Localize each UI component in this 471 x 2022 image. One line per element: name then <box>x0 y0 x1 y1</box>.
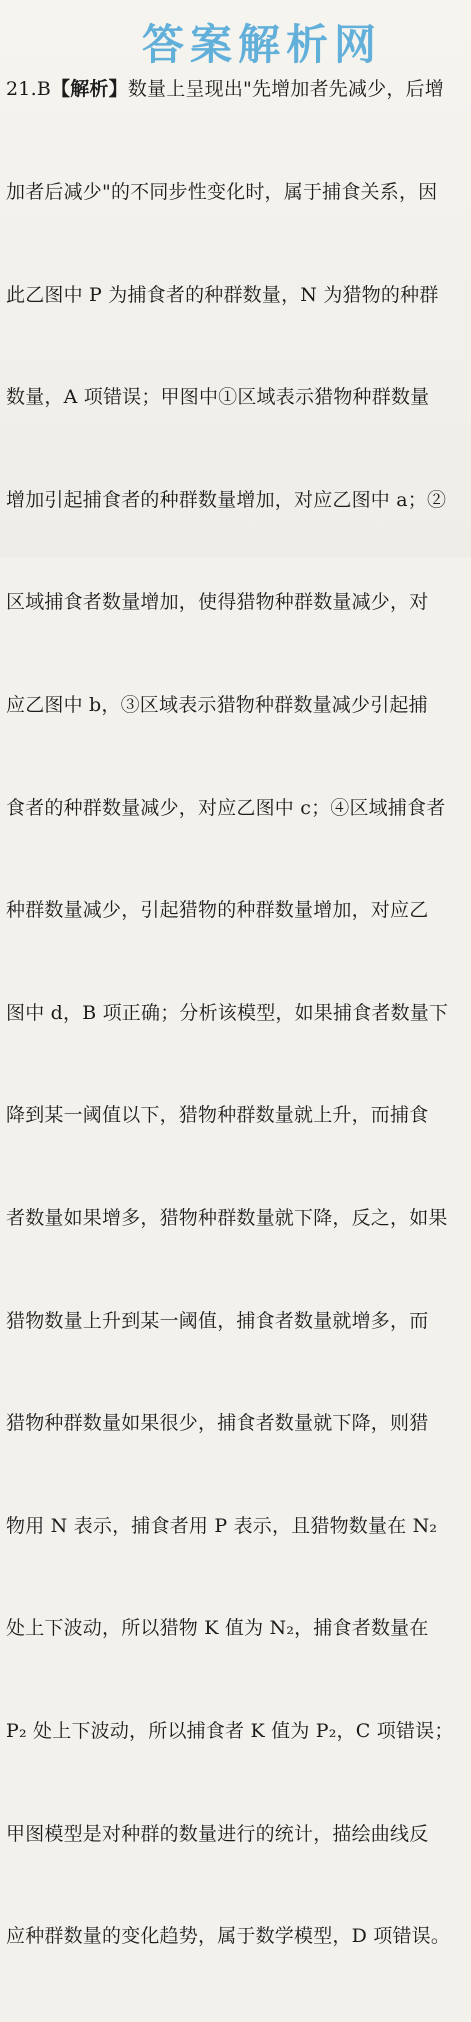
text-line: 甲图模型是对种群的数量进行的统计，描绘曲线反 <box>6 1822 429 1845</box>
text-line: 应种群数量的变化趋势，属于数学模型，D 项错误。 <box>6 1925 451 1948</box>
text-line: P₂ 处上下波动，所以捕食者 K 值为 P₂，C 项错误； <box>6 1719 454 1742</box>
text-line: 猎物数量上升到某一阈值，捕食者数量就增多，而 <box>6 1309 429 1332</box>
text-line: 加者后减少"的不同步性变化时，属于捕食关系，因 <box>6 181 438 203</box>
text-line: 此乙图中 P 为捕食者的种群数量，N 为猎物的种群 <box>6 283 439 306</box>
text-line: 猎物种群数量如果很少，捕食者数量就下降，则猎 <box>6 1412 429 1435</box>
text-line: 物用 N 表示，捕食者用 P 表示，且猎物数量在 N₂ <box>6 1514 438 1537</box>
text-line: 应乙图中 b，③区域表示猎物种群数量减少引起捕 <box>6 693 428 716</box>
text-line: 食者的种群数量减少，对应乙图中 c；④区域捕食者 <box>6 796 446 819</box>
answer-explanation <box>6 4 464 2022</box>
text-line: 图中 d，B 项正确；分析该模型，如果捕食者数量下 <box>6 1001 449 1024</box>
watermark: 答案解析网 <box>142 20 383 69</box>
text-line: 种群数量减少，引起猎物的种群数量增加，对应乙 <box>6 899 429 922</box>
text-line: 区域捕食者数量增加，使得猎物种群数量减少，对 <box>6 591 429 614</box>
text-line: 增加引起捕食者的种群数量增加，对应乙图中 a；② <box>6 488 447 511</box>
text-line: 数量，A 项错误；甲图中①区域表示猎物种群数量 <box>6 386 430 409</box>
question-number: 21. <box>6 78 37 101</box>
text-line: 者数量如果增多，猎物种群数量就下降，反之，如果 <box>6 1206 448 1229</box>
text-line: 处上下波动，所以猎物 K 值为 N₂，捕食者数量在 <box>6 1617 429 1640</box>
analysis-tag: 【解析】 <box>51 78 128 101</box>
text-line: 数量上呈现出"先增加者先减少，后增 <box>127 78 444 101</box>
text-line: 降到某一阈值以下，猎物种群数量就上升，而捕食 <box>6 1104 429 1127</box>
first-line <box>6 72 464 106</box>
answer-choice: B <box>36 78 51 101</box>
